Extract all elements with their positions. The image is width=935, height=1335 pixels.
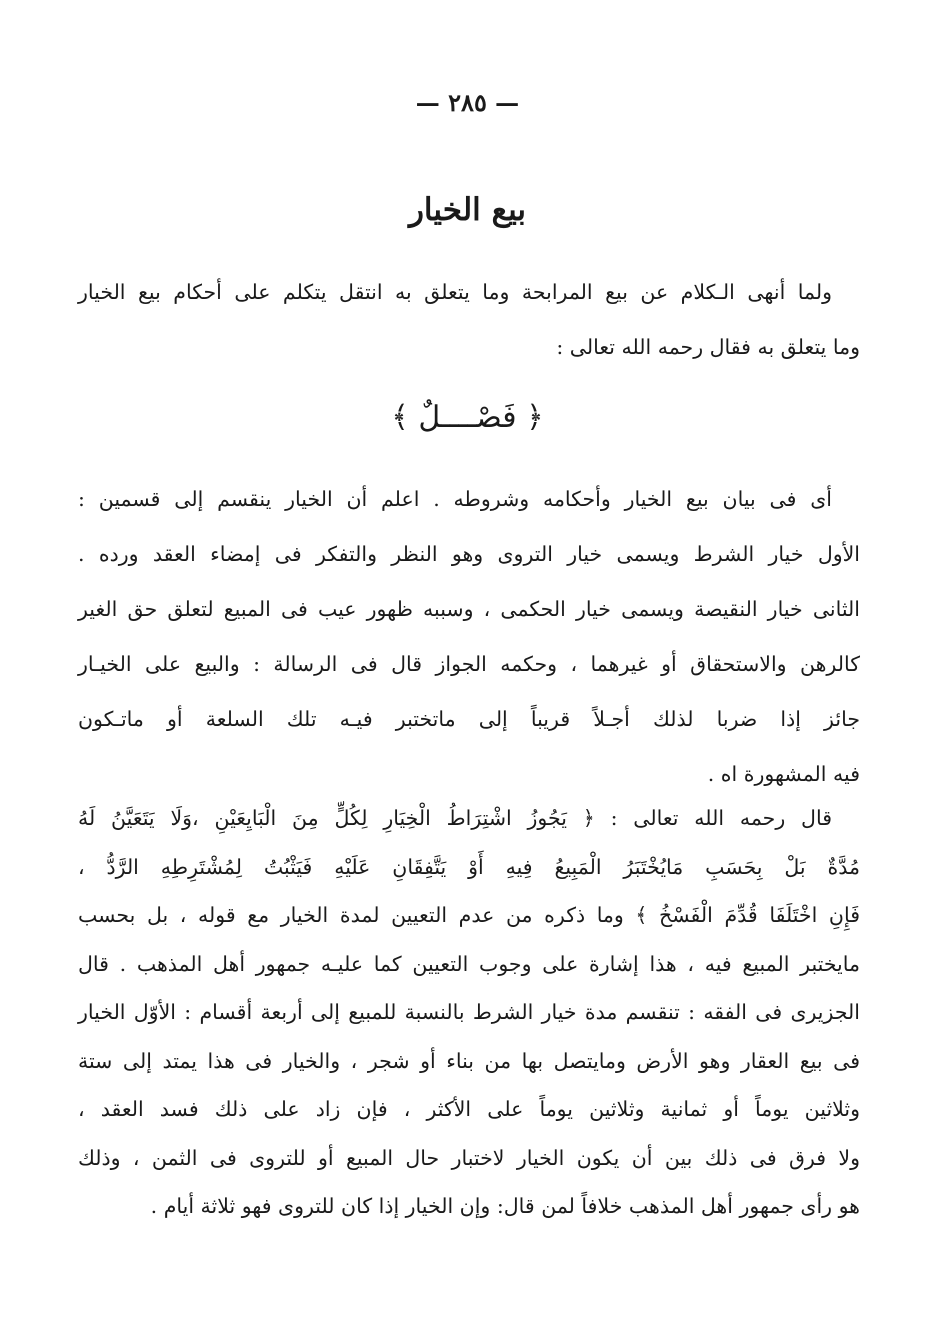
text-line: كالرهن والاستحقاق أو غيرهما ، وحكمه الجواز قال فى الرسالة : والبيع على الخيـار <box>78 652 860 676</box>
text-line: فى بيع العقار وهو الأرض ومايتصل بها من بناء أو شجر ، والخيار فى هذا يمتد إلى ستة <box>78 1048 860 1073</box>
text-line: مُدَّةٌ بَلْ بِحَسَبِ مَايُخْتَبَرُ الْمَبِيعُ فِيهِ أَوْ يَتَّفِقَانِ عَلَيْهِ فَيَثْبُتُ لِمُشْتَرِطِهِ الرَّدُّ ، <box>78 854 860 879</box>
text-line: الجزيرى فى الفقه : تنقسم مدة خيار الشرط بالنسبة للمبيع إلى أربعة أقسام : الأوّل الخيار <box>78 1000 860 1024</box>
explanation-paragraph <box>78 472 860 802</box>
quote-paragraph <box>78 794 860 1231</box>
text-line: مايختبر المبيع فيه ، هذا إشارة على وجوب التعيين كما عليـه جمهور أهل المذهب . قال <box>78 951 860 976</box>
intro-paragraph <box>78 265 860 375</box>
text-line: وثلاثين يوماً أو ثمانية وثلاثين يوماً على الأكثر ، فإن زاد على ذلك فسد العقد ، <box>78 1097 860 1121</box>
text-line: وما يتعلق به فقال رحمه الله تعالى : <box>556 335 860 359</box>
text-line: جائز إذا ضربا لذلك أجـلاً قريباً إلى ماتختبر فيـه تلك السلعة أو ماتـكون <box>78 707 860 731</box>
text-line: فَإِنِ اخْتَلَفَا قُدِّمَ الْفَسْخُ ﴾ وما ذكره من عدم التعيين لمدة الخيار مع قوله ، بل بحسب <box>78 903 860 927</box>
text-line: ولما أنهى الـكلام عن بيع المرابحة وما يتعلق به انتقل يتكلم على أحكام بيع الخيار <box>78 280 832 304</box>
text-line: ولا فرق فى ذلك بين أن يكون الخيار لاختبار حال المبيع أو للتروى فى الثمن ، وذلك <box>78 1145 860 1170</box>
text-line: أى فى بيان بيع الخيار وأحكامه وشروطه . اعلم أن الخيار ينقسم إلى قسمين : <box>78 487 832 511</box>
chapter-title: بيع الخيار <box>408 192 527 228</box>
text-line: الثانى خيار النقيصة ويسمى خيار الحكمى ، وسببه ظهور عيب فى المبيع لتعلق حق الغير <box>78 597 860 621</box>
text-line: الأول خيار الشرط ويسمى خيار التروى وهو النظر والتفكر فى إمضاء العقد ورده . <box>78 542 860 566</box>
text-line: فيه المشهورة اه . <box>707 762 860 786</box>
section-heading: ﴿ فَصْــــلٌ ﴾ <box>391 400 544 435</box>
page-number: — ٢٨٥ — <box>415 88 520 117</box>
text-line: قال رحمه الله تعالى : ﴿ يَجُوزُ اشْتِرَاطُ الْخِيَارِ لِكُلٍّ مِنَ الْبَايِعَيْنِ ،وَلَا يَتَعَيَّنُ لَهُ <box>78 806 832 830</box>
text-line: هو رأى جمهور أهل المذهب خلافاً لمن قال: وإن الخيار إذا كان للتروى فهو ثلاثة أيام . <box>150 1194 860 1218</box>
